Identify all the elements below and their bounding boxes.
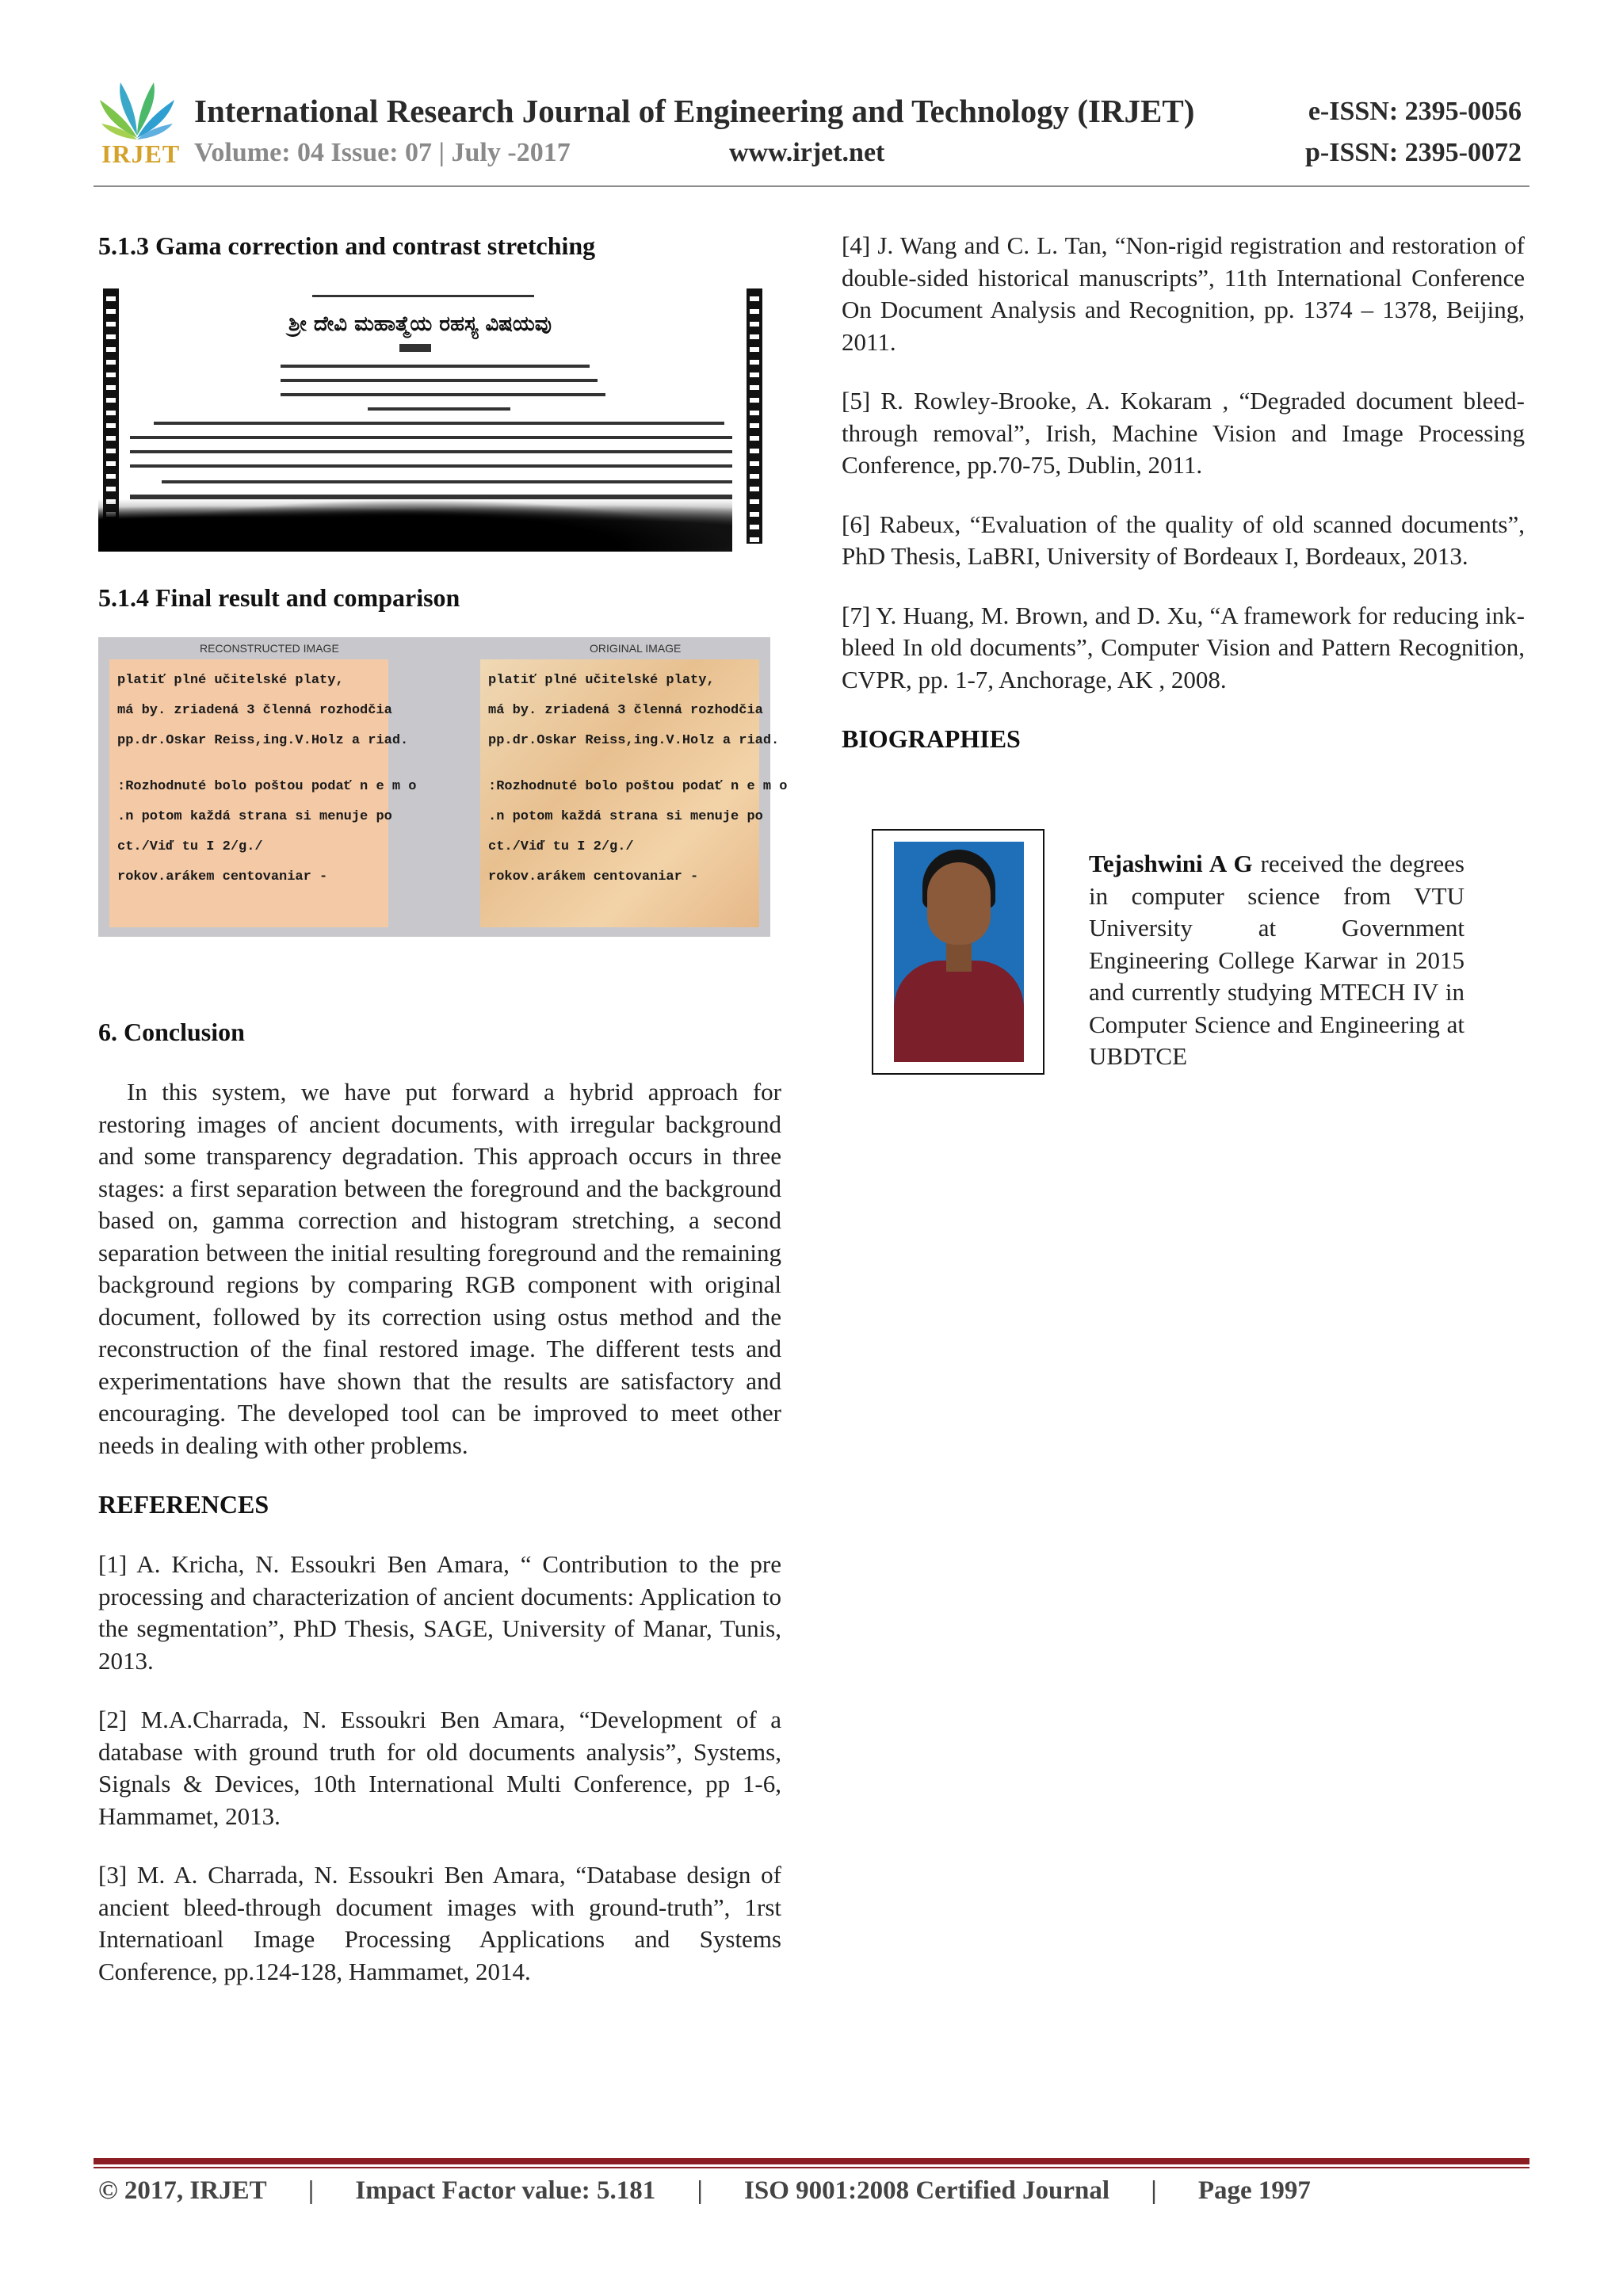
reconstructed-image-label: RECONSTRUCTED IMAGE [200,642,339,655]
right-column [842,230,1525,755]
doc-line: pp.dr.Oskar Reiss,ing.V.Holz a riad. [117,733,409,748]
biographies-heading: BIOGRAPHIES [842,724,1021,753]
text-line [130,450,732,453]
page-header [0,0,1623,190]
doc-line: :Rozhodnuté bolo poštou podať n e m o [117,779,417,794]
section-heading-513: 5.1.3 Gama correction and contrast stretching [98,231,596,260]
reference-item: [2] M.A.Charrada, N. Essoukri Ben Amara, “Development of a database with ground truth for old documents analysis”, Systems, Signals & Devices, 10th International Multi Conference, pp 1-6, Hammamet, 2013. [98,1706,781,1830]
text-line [281,393,605,396]
doc-line: má by. zriadená 3 členná rozhodčia [117,703,392,718]
doc-line: ct./Viď tu I 2/g./ [117,839,263,854]
journal-title: International Research Journal of Engineering and Technology (IRJET) [194,93,1195,129]
author-photo-frame [872,829,1044,1075]
author-photo [894,842,1024,1062]
doc-line: platiť plné učitelské platy, [117,673,344,688]
doc-line: rokov.arákem centovaniar - [488,869,699,884]
author-name: Tejashwini A G [1089,850,1253,877]
footer-separator: | [307,2176,315,2205]
volume-issue: Volume: 04 Issue: 07 | July -2017 [194,138,571,167]
section-heading-conclusion: 6. Conclusion [98,1018,245,1046]
footer-separator: | [1151,2176,1157,2205]
photo-neck [946,940,972,972]
text-line [162,480,732,483]
section-heading-514: 5.1.4 Final result and comparison [98,583,460,612]
border-ornament-right [747,288,762,544]
doc-line: ct./Viď tu I 2/g./ [488,839,634,854]
footer-copyright: © 2017, IRJET [98,2176,267,2205]
text-line [312,295,534,297]
pissn: p-ISSN: 2395-0072 [1305,138,1522,167]
footer-rule [94,2158,1529,2164]
text-line [368,407,510,411]
text-line [154,422,724,425]
footer-page-number: Page 1997 [1197,2176,1311,2205]
photo-body [894,961,1024,1062]
figure-comparison [98,637,788,937]
reference-item: [5] R. Rowley-Brooke, A. Kokaram , “Degraded document bleed-through removal”, Irish, Machine Vision and Image Processing Conference, pp.70-75, Dublin, 2011. [842,387,1525,479]
conclusion-paragraph: In this system, we have put forward a hybrid approach for restoring images of ancient documents, with irregular background and some transparency degradation. This approach occurs in three stages: a first separation between the foreground and the background based on, gamma correction and histogram stretching, a second separation between the initial resulting foreground and the remaining background regions by comparing RGB component with original document, followed by its correction using ostus method and the reconstruction of the final restored image. The different tests and experimentations have shown that the results are satisfactory and encouraging. The developed tool can be improved to meet other needs in dealing with other problems. [98,1078,781,1459]
references-heading: REFERENCES [98,1490,269,1519]
eissn: e-ISSN: 2395-0056 [1308,97,1522,126]
reference-item: [4] J. Wang and C. L. Tan, “Non-rigid registration and restoration of double-sided historical manuscripts”, 11th International Conference On Document Analysis and Recognition, pp. 1374 – 1378, Beijing, 2011. [842,231,1525,356]
footer-iso: ISO 9001:2008 Certified Journal [744,2176,1110,2205]
doc-line: :Rozhodnuté bolo poštou podať n e m o [488,779,788,794]
reference-item: [1] A. Kricha, N. Essoukri Ben Amara, “ Contribution to the pre processing and characterization of ancient documents: Application to the segmentation”, PhD Thesis, SAGE, University of Manar, Tunis, 2013. [98,1550,781,1675]
figure-gamma-correction [98,285,767,552]
text-line [130,436,732,439]
page-footer [98,2176,1311,2206]
reconstructed-image [109,659,417,927]
reference-item: [7] Y. Huang, M. Brown, and D. Xu, “A framework for reducing ink-bleed In old documents”, Computer Vision and Pattern Recognition, CVPR, pp. 1-7, Anchorage, AK , 2008. [842,601,1525,693]
left-column [98,230,788,2015]
footer-rule-thin [94,2167,1529,2168]
author-biography [1089,848,1465,1073]
biography-text: received the degrees in computer science from VTU University at Government Engineering College Karwar in 2015 and currently studying MTECH IV in Computer Science and Engineering at UBDTCE [1089,850,1465,1070]
text-line [130,464,732,468]
doc-line: .n potom každá strana si menuje po [488,809,763,824]
reference-item: [6] Rabeux, “Evaluation of the quality of old scanned documents”, PhD Thesis, LaBRI, University of Bordeaux I, Bordeaux, 2013. [842,510,1525,570]
original-image-label: ORIGINAL IMAGE [590,642,682,655]
text-line [281,365,590,368]
ink-blot [98,499,732,552]
logo-text: IRJET [101,139,181,168]
original-image [480,659,788,927]
doc-line: má by. zriadená 3 členná rozhodčia [488,703,763,718]
ornament [399,344,431,352]
reference-item: [3] M. A. Charrada, N. Essoukri Ben Amara, “Database design of ancient bleed-through document images with ground-truth”, 1rst Internatioanl Image Processing Applications and Systems Conference, pp.124-128, Hammamet, 2014. [98,1861,781,1985]
doc-line: .n potom každá strana si menuje po [117,809,392,824]
doc-line: pp.dr.Oskar Reiss,ing.V.Holz a riad. [488,733,780,748]
photo-face [927,862,991,945]
footer-impact-factor: Impact Factor value: 5.181 [355,2176,656,2205]
figure-manuscript-title: ಶ್ರೀ ದೇವಿ ಮಹಾತ್ಮೆಯ ರಹಸ್ಯ ವಿಷಯವು [288,312,552,336]
doc-line: rokov.arákem centovaniar - [117,869,328,884]
footer-separator: | [697,2176,703,2205]
text-line [281,379,598,382]
doc-line: platiť plné učitelské platy, [488,673,715,688]
journal-website: www.irjet.net [729,138,885,167]
header-divider [94,185,1529,187]
